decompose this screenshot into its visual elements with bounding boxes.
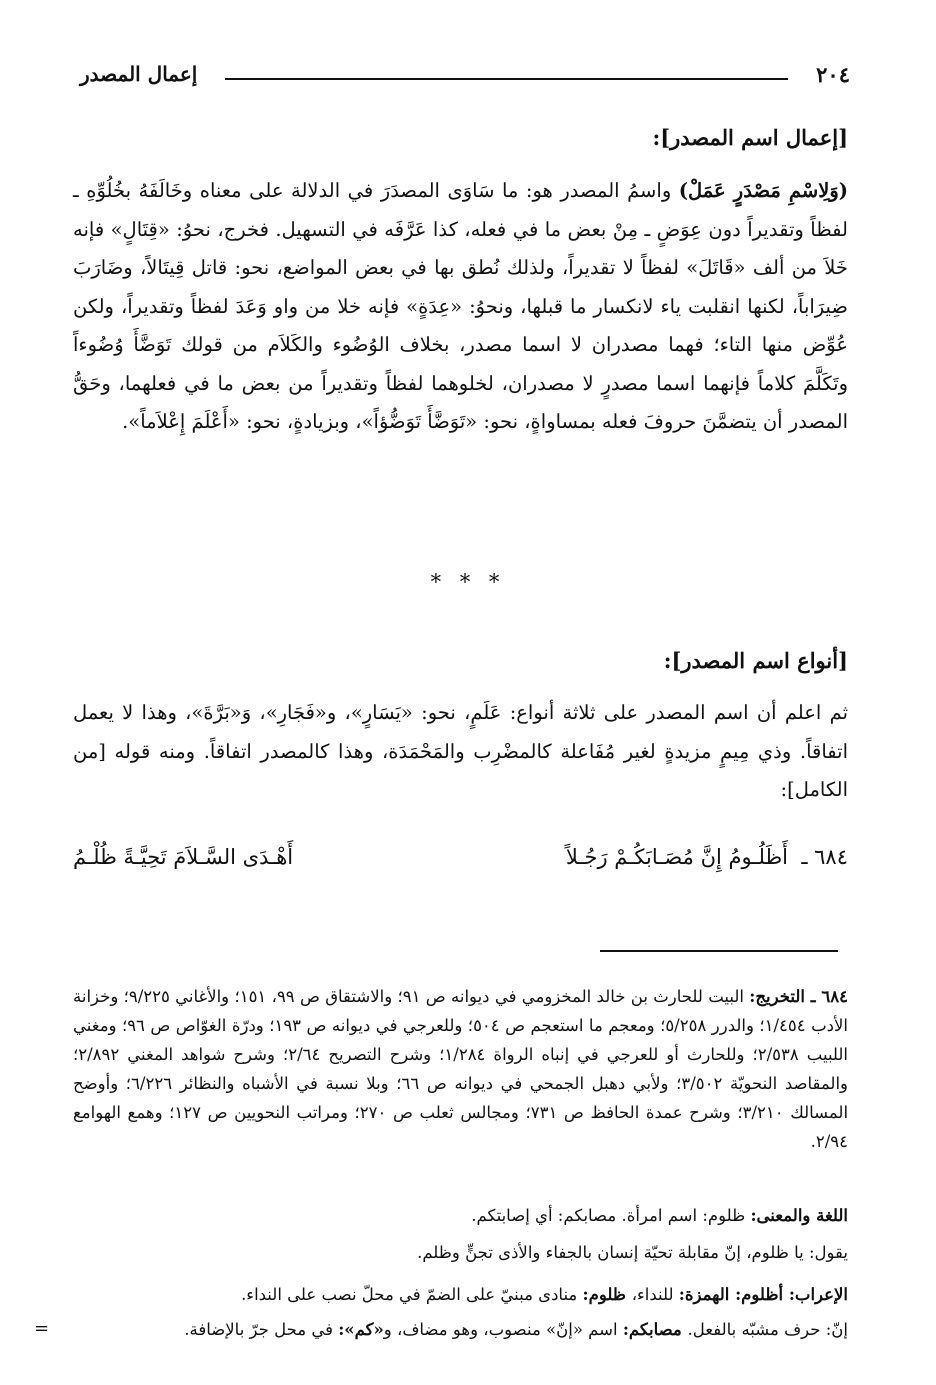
irab-word-1: أظلوم:	[735, 1285, 789, 1304]
section-separator: * * *	[430, 570, 506, 594]
irab-label: الإعراب:	[788, 1285, 848, 1304]
footnote-irab-continued	[73, 1320, 848, 1339]
lugha-text: ظلوم: اسم امرأة. مصابكم: أي إصابتكم.	[471, 1206, 751, 1225]
footnote-irab	[73, 1285, 848, 1304]
irab2-masabakum: اسم «إنّ» منصوب، وهو مضاف، و	[383, 1320, 623, 1339]
page-header	[80, 62, 850, 92]
irab2-inna: إنّ: حرف مشبّه بالفعل.	[687, 1320, 848, 1339]
verse-first-hemistich: أَظَلُـومُ إِنَّ مُصَـابَكُـمْ رَجُـلاً	[565, 845, 788, 869]
header-rule	[225, 78, 788, 80]
irab-term-1-value: للنداء،	[631, 1285, 679, 1304]
irab2-kum-label: «كم»:	[338, 1320, 384, 1339]
lugha-label: اللغة والمعنى:	[750, 1206, 848, 1225]
footnote-takhrij	[73, 982, 848, 1156]
poetry-verse	[73, 845, 848, 885]
section-heading-anwa: [أنواع اسم المصدر]:	[663, 648, 848, 673]
paragraph-text: واسمُ المصدر هو: ما سَاوَى المصدَرَ في الدلالة على معناه وخَالَفَهُ بخُلُوِّهِ ـ لفظاً وتقديراً دون عِوَضٍ ـ مِنْ بعض ما في فعله، كذا عَرَّفَه في التسهيل. فخرج، نحوُ: «قِتَالٍ» فإنه خَلاَ من ألف «قَاتَلَ» لفظاً لا تقديراً، ولذلك نُطق بها في بعض المواضع، نحو: قاتل قِيتَالاً، وضَارَبَ ضِيرَاباً، لكنها انقلبت ياء لانكسار ما قبلها، ونحوُ: «عِدَةٍ» فإنه خلا من واو وَعَدَ لفظاً وتقديراً، ولكن عُوِّض منها التاء؛ فهما مصدران لا اسما مصدر، بخلاف الوُضُوء والكَلاَم من قولك تَوَضَّأَ وُضُوءاً وتَكَلَّمَ كلاماً فإنهما اسما مصدرٍ لا مصدران، لخلوهما لفظاً وتقديراً من بعض ما في فعلهما، وحَقُّ المصدر أن يتضمَّنَ حروفَ فعله بمساواةٍ، نحو: «تَوَضَّأَ تَوَضُّؤاً»، وبزيادةٍ، نحو: «أَعْلَمَ إِعْلاَماً».	[73, 179, 848, 433]
section-body-ismal	[73, 172, 848, 442]
takhrij-label: ٦٨٤ ـ التخريج:	[749, 987, 848, 1006]
footnote-lugha	[73, 1206, 848, 1225]
footnote-rule	[600, 950, 838, 952]
takhrij-text: البيت للحارث بن خالد المخزومي في ديوانه ص ٩١؛ والاشتقاق ص ٩٩، ١٥١؛ والأغاني ٩/٢٢٥؛ وخزانة الأدب ١/٤٥٤؛ والدرر ٥/٢٥٨؛ ومعجم ما استعجم ص ٥٠٤؛ وللعرجي في ديوانه ص ١٩٣؛ ودرّة الغوّاص ص ٩٦؛ ومغني اللبيب ٢/٥٣٨؛ وللحارث أو للعرجي في إنباه الرواة ١/٢٨٤؛ وشرح التصريح ٢/٦٤؛ وشرح شواهد المغني ٢/٨٩٢؛ والمقاصد النحويّة ٣/٥٠٢؛ ولأبي دهبل الجمحي في ديوانه ص ٦٦؛ وبلا نسبة في الأشباه والنظائر ٦/٢٢٦؛ وأوضح المسالك ٣/٢١٠؛ وشرح عمدة الحافظ ص ٧٣١؛ ومجالس ثعلب ص ٢٧٠؛ ومراتب النحويين ص ١٢٧؛ وهمع الهوامع ٢/٩٤.	[73, 987, 849, 1151]
section-heading-ismal: [إعمال اسم المصدر]:	[652, 125, 848, 150]
irab2-kum: في محل جرّ بالإضافة.	[184, 1320, 339, 1339]
footnote-meaning: يقول: يا ظلوم، إنّ مقابلة تحيّة إنسان بالجفاء والأذى تجنٍّ وظلم.	[417, 1243, 848, 1262]
irab-term-2: منادى مبنيّ على الضمّ في محلّ نصب على النداء.	[241, 1285, 583, 1304]
irab2-masabakum-label: مصابكم:	[622, 1320, 688, 1339]
verse-quote: (وَلِاسْمِ مَصْدَرٍ عَمَلْ)	[678, 179, 848, 202]
verse-number: ٦٨٤ ـ	[801, 845, 848, 869]
continuation-mark: =	[34, 1318, 50, 1339]
irab-term-1: الهمزة:	[678, 1285, 736, 1304]
section-body-anwa: ثم اعلم أن اسم المصدر على ثلاثة أنواع: عَلَمٍ، نحو: «يَسَارٍ»، و«فَجَارِ»، وَ«بَرَّةَ»، وهذا لا يعمل اتفاقاً. وذي مِيمٍ مزيدةٍ لغير مُفَاعلة كالمضْرِب والمَحْمَدَة، وهذا كالمصدر اتفاقاً. ومنه قوله [من الكامل]:	[73, 701, 848, 801]
page-number: ٢٠٤	[816, 62, 850, 87]
irab-word-2: ظلوم:	[582, 1285, 632, 1304]
running-title: إعمال المصدر	[80, 62, 198, 86]
verse-second-hemistich: أَهْـدَى السَّـلاَمَ تَحِيَّـةً ظُلْـمُ	[73, 845, 294, 869]
